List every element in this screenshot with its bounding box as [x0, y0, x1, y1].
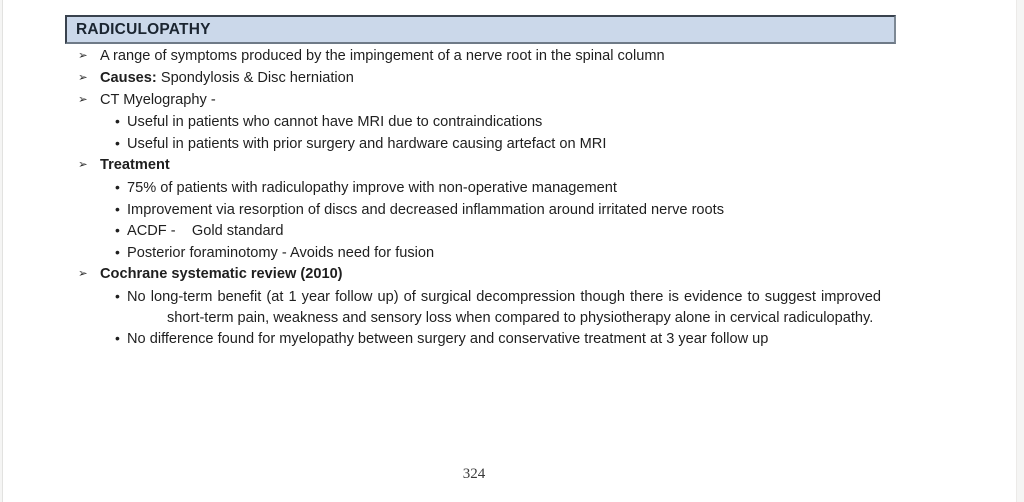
round-bullet-icon: •	[115, 200, 120, 217]
list-item-text: Useful in patients with prior surgery and hardware causing artefact on MRI	[127, 136, 607, 153]
list-item-text: 75% of patients with radiculopathy improve with non-operative management	[127, 179, 617, 196]
list-item-level1	[78, 264, 881, 286]
list-item-text: ACDF - Gold standard	[127, 223, 284, 240]
list-item-level1	[78, 90, 881, 112]
list-item-level1	[78, 46, 881, 68]
list-item-text: Posterior foraminotomy - Avoids need for fusion	[127, 245, 435, 262]
arrow-bullet-icon: ➢	[78, 71, 88, 84]
round-bullet-icon: •	[115, 135, 120, 152]
section-title: RADICULOPATHY	[76, 21, 211, 38]
list-item-level2	[115, 286, 886, 329]
round-bullet-icon: •	[115, 287, 120, 304]
list-item-bold-label: Cochrane systematic review (2010)	[100, 265, 343, 282]
round-bullet-icon: •	[115, 113, 120, 130]
list-item-text: A range of symptoms produced by the impingement of a nerve root in the spinal column	[100, 48, 665, 64]
list-item-text: Useful in patients who cannot have MRI due to contraindications	[127, 114, 543, 131]
arrow-bullet-icon: ➢	[78, 158, 88, 171]
list-item-level2	[115, 111, 881, 133]
list-item-text: No difference found for myelopathy between surgery and conservative treatment at 3 year follow up	[127, 331, 769, 348]
list-item-text: No long-term benefit (at 1 year follow up) of surgical decompression though there is evidence to suggest improved short-term pain, weakness and sensory loss when compared to physiotherapy alone in cervical radiculopathy.	[127, 288, 886, 326]
list-item-text: Spondylosis & Disc herniation	[156, 69, 354, 86]
round-bullet-icon: •	[115, 330, 120, 347]
list-item-level2	[115, 199, 881, 221]
section-title-bar	[65, 15, 896, 44]
list-item-text: CT Myelography -	[100, 91, 216, 108]
list-item-level2	[115, 133, 881, 155]
list-item-level2	[115, 220, 881, 242]
list-item-level1	[78, 68, 881, 90]
arrow-bullet-icon: ➢	[78, 267, 88, 280]
list-item-text: Improvement via resorption of discs and decreased inflammation around irritated nerve roots	[127, 201, 725, 218]
page-number: 324	[462, 466, 486, 482]
round-bullet-icon: •	[115, 244, 120, 261]
list-item-level1	[78, 155, 881, 177]
document-page	[2, 0, 1017, 502]
round-bullet-icon: •	[115, 178, 120, 195]
list-item-level2	[115, 328, 881, 350]
list-item-bold-label: Treatment	[100, 156, 170, 173]
arrow-bullet-icon: ➢	[78, 93, 88, 106]
round-bullet-icon: •	[115, 222, 120, 239]
list-item-level2	[115, 242, 881, 264]
list-item-level2	[115, 177, 881, 199]
arrow-bullet-icon: ➢	[78, 50, 88, 62]
notes-list	[3, 46, 1016, 350]
list-item-bold-label: Causes:	[100, 69, 157, 86]
